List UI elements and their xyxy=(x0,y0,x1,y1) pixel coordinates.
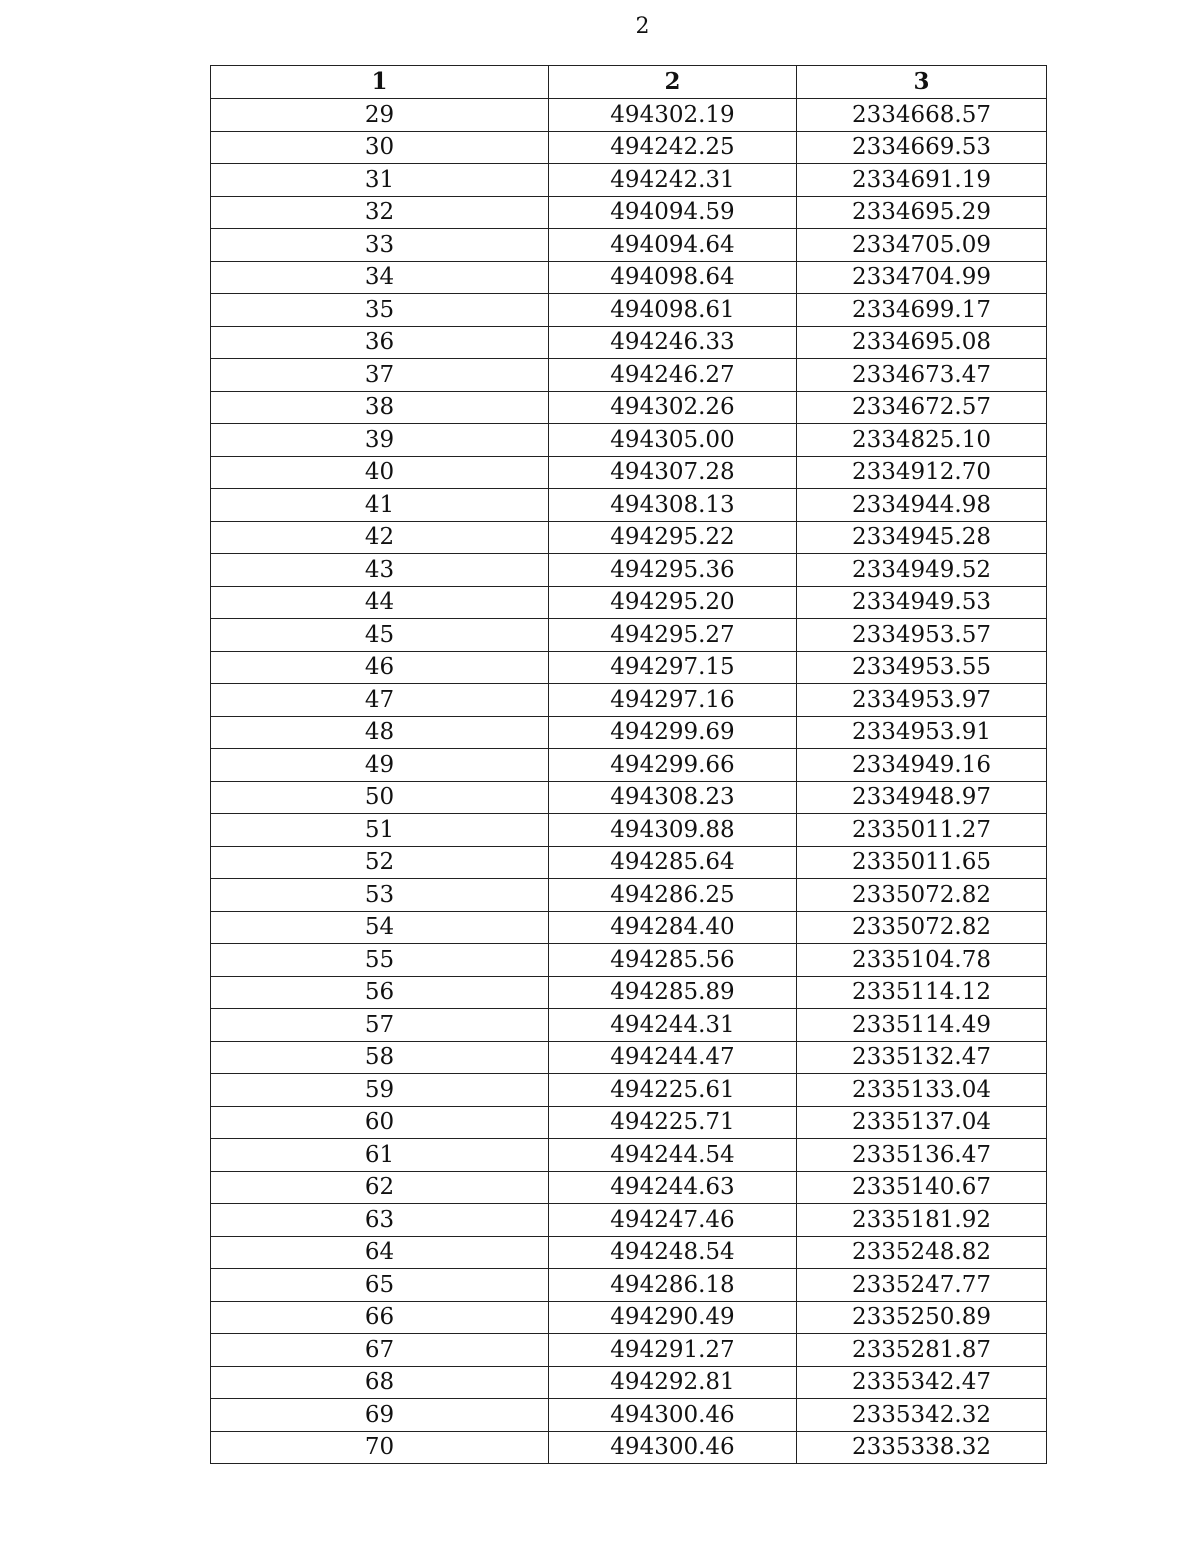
table-row xyxy=(211,1074,1047,1107)
point-number-cell: 58 xyxy=(211,1041,549,1074)
x-coordinate-cell: 494244.47 xyxy=(549,1041,797,1074)
y-coordinate-cell: 2334949.16 xyxy=(797,749,1047,782)
table-row xyxy=(211,684,1047,717)
table-row xyxy=(211,196,1047,229)
x-coordinate-cell: 494285.64 xyxy=(549,846,797,879)
table-row xyxy=(211,1139,1047,1172)
table-row xyxy=(211,1204,1047,1237)
point-number-cell: 48 xyxy=(211,716,549,749)
x-coordinate-cell: 494244.31 xyxy=(549,1009,797,1042)
y-coordinate-cell: 2334953.97 xyxy=(797,684,1047,717)
x-coordinate-cell: 494242.25 xyxy=(549,131,797,164)
x-coordinate-cell: 494299.66 xyxy=(549,749,797,782)
x-coordinate-cell: 494302.26 xyxy=(549,391,797,424)
point-number-cell: 47 xyxy=(211,684,549,717)
x-coordinate-cell: 494094.64 xyxy=(549,229,797,262)
table-row xyxy=(211,716,1047,749)
x-coordinate-cell: 494246.27 xyxy=(549,359,797,392)
table-row xyxy=(211,1269,1047,1302)
point-number-cell: 40 xyxy=(211,456,549,489)
column-header-2: 2 xyxy=(549,66,797,99)
coordinates-table xyxy=(210,65,1047,1464)
y-coordinate-cell: 2335281.87 xyxy=(797,1334,1047,1367)
x-coordinate-cell: 494244.63 xyxy=(549,1171,797,1204)
x-coordinate-cell: 494299.69 xyxy=(549,716,797,749)
point-number-cell: 43 xyxy=(211,554,549,587)
table-row xyxy=(211,846,1047,879)
point-number-cell: 33 xyxy=(211,229,549,262)
y-coordinate-cell: 2335072.82 xyxy=(797,879,1047,912)
table-row xyxy=(211,521,1047,554)
point-number-cell: 61 xyxy=(211,1139,549,1172)
y-coordinate-cell: 2334953.91 xyxy=(797,716,1047,749)
point-number-cell: 38 xyxy=(211,391,549,424)
point-number-cell: 49 xyxy=(211,749,549,782)
x-coordinate-cell: 494248.54 xyxy=(549,1236,797,1269)
table-row xyxy=(211,391,1047,424)
point-number-cell: 31 xyxy=(211,164,549,197)
table-row xyxy=(211,164,1047,197)
point-number-cell: 46 xyxy=(211,651,549,684)
x-coordinate-cell: 494098.64 xyxy=(549,261,797,294)
y-coordinate-cell: 2335133.04 xyxy=(797,1074,1047,1107)
point-number-cell: 29 xyxy=(211,99,549,132)
x-coordinate-cell: 494225.61 xyxy=(549,1074,797,1107)
table-row xyxy=(211,1171,1047,1204)
table-row xyxy=(211,99,1047,132)
x-coordinate-cell: 494297.16 xyxy=(549,684,797,717)
x-coordinate-cell: 494295.36 xyxy=(549,554,797,587)
y-coordinate-cell: 2335132.47 xyxy=(797,1041,1047,1074)
point-number-cell: 69 xyxy=(211,1399,549,1432)
x-coordinate-cell: 494300.46 xyxy=(549,1399,797,1432)
table-row xyxy=(211,359,1047,392)
y-coordinate-cell: 2334912.70 xyxy=(797,456,1047,489)
x-coordinate-cell: 494246.33 xyxy=(549,326,797,359)
point-number-cell: 35 xyxy=(211,294,549,327)
y-coordinate-cell: 2335011.27 xyxy=(797,814,1047,847)
x-coordinate-cell: 494284.40 xyxy=(549,911,797,944)
table-row xyxy=(211,261,1047,294)
point-number-cell: 39 xyxy=(211,424,549,457)
x-coordinate-cell: 494242.31 xyxy=(549,164,797,197)
point-number-cell: 52 xyxy=(211,846,549,879)
x-coordinate-cell: 494286.18 xyxy=(549,1269,797,1302)
point-number-cell: 60 xyxy=(211,1106,549,1139)
table-row xyxy=(211,1334,1047,1367)
y-coordinate-cell: 2335136.47 xyxy=(797,1139,1047,1172)
x-coordinate-cell: 494285.89 xyxy=(549,976,797,1009)
y-coordinate-cell: 2335250.89 xyxy=(797,1301,1047,1334)
x-coordinate-cell: 494225.71 xyxy=(549,1106,797,1139)
x-coordinate-cell: 494308.23 xyxy=(549,781,797,814)
y-coordinate-cell: 2334669.53 xyxy=(797,131,1047,164)
point-number-cell: 70 xyxy=(211,1431,549,1464)
point-number-cell: 50 xyxy=(211,781,549,814)
table-row xyxy=(211,879,1047,912)
point-number-cell: 53 xyxy=(211,879,549,912)
table-row xyxy=(211,1009,1047,1042)
point-number-cell: 42 xyxy=(211,521,549,554)
y-coordinate-cell: 2334695.29 xyxy=(797,196,1047,229)
table-row xyxy=(211,554,1047,587)
y-coordinate-cell: 2334953.55 xyxy=(797,651,1047,684)
y-coordinate-cell: 2334945.28 xyxy=(797,521,1047,554)
y-coordinate-cell: 2335181.92 xyxy=(797,1204,1047,1237)
column-header-3: 3 xyxy=(797,66,1047,99)
x-coordinate-cell: 494098.61 xyxy=(549,294,797,327)
table-row xyxy=(211,944,1047,977)
y-coordinate-cell: 2335011.65 xyxy=(797,846,1047,879)
point-number-cell: 64 xyxy=(211,1236,549,1269)
point-number-cell: 54 xyxy=(211,911,549,944)
point-number-cell: 55 xyxy=(211,944,549,977)
point-number-cell: 45 xyxy=(211,619,549,652)
point-number-cell: 68 xyxy=(211,1366,549,1399)
x-coordinate-cell: 494295.20 xyxy=(549,586,797,619)
y-coordinate-cell: 2334704.99 xyxy=(797,261,1047,294)
point-number-cell: 30 xyxy=(211,131,549,164)
table-row xyxy=(211,131,1047,164)
table-row xyxy=(211,489,1047,522)
y-coordinate-cell: 2335114.49 xyxy=(797,1009,1047,1042)
table-row xyxy=(211,781,1047,814)
y-coordinate-cell: 2335248.82 xyxy=(797,1236,1047,1269)
y-coordinate-cell: 2334673.47 xyxy=(797,359,1047,392)
x-coordinate-cell: 494297.15 xyxy=(549,651,797,684)
x-coordinate-cell: 494309.88 xyxy=(549,814,797,847)
table-row xyxy=(211,326,1047,359)
point-number-cell: 66 xyxy=(211,1301,549,1334)
x-coordinate-cell: 494295.22 xyxy=(549,521,797,554)
x-coordinate-cell: 494285.56 xyxy=(549,944,797,977)
y-coordinate-cell: 2334668.57 xyxy=(797,99,1047,132)
x-coordinate-cell: 494291.27 xyxy=(549,1334,797,1367)
point-number-cell: 62 xyxy=(211,1171,549,1204)
y-coordinate-cell: 2335104.78 xyxy=(797,944,1047,977)
y-coordinate-cell: 2335247.77 xyxy=(797,1269,1047,1302)
table-row xyxy=(211,1366,1047,1399)
point-number-cell: 67 xyxy=(211,1334,549,1367)
table-row xyxy=(211,1301,1047,1334)
x-coordinate-cell: 494244.54 xyxy=(549,1139,797,1172)
point-number-cell: 59 xyxy=(211,1074,549,1107)
y-coordinate-cell: 2334953.57 xyxy=(797,619,1047,652)
table-row xyxy=(211,294,1047,327)
x-coordinate-cell: 494247.46 xyxy=(549,1204,797,1237)
point-number-cell: 51 xyxy=(211,814,549,847)
y-coordinate-cell: 2334949.53 xyxy=(797,586,1047,619)
table-row xyxy=(211,424,1047,457)
table-row xyxy=(211,1399,1047,1432)
y-coordinate-cell: 2334949.52 xyxy=(797,554,1047,587)
table-row xyxy=(211,749,1047,782)
y-coordinate-cell: 2334699.17 xyxy=(797,294,1047,327)
table-row xyxy=(211,976,1047,1009)
y-coordinate-cell: 2335140.67 xyxy=(797,1171,1047,1204)
y-coordinate-cell: 2335338.32 xyxy=(797,1431,1047,1464)
y-coordinate-cell: 2334944.98 xyxy=(797,489,1047,522)
y-coordinate-cell: 2335072.82 xyxy=(797,911,1047,944)
y-coordinate-cell: 2334825.10 xyxy=(797,424,1047,457)
x-coordinate-cell: 494292.81 xyxy=(549,1366,797,1399)
x-coordinate-cell: 494290.49 xyxy=(549,1301,797,1334)
x-coordinate-cell: 494094.59 xyxy=(549,196,797,229)
point-number-cell: 63 xyxy=(211,1204,549,1237)
table-row xyxy=(211,1236,1047,1269)
y-coordinate-cell: 2334705.09 xyxy=(797,229,1047,262)
header-row xyxy=(211,66,1047,99)
point-number-cell: 32 xyxy=(211,196,549,229)
y-coordinate-cell: 2334695.08 xyxy=(797,326,1047,359)
x-coordinate-cell: 494308.13 xyxy=(549,489,797,522)
y-coordinate-cell: 2334672.57 xyxy=(797,391,1047,424)
point-number-cell: 65 xyxy=(211,1269,549,1302)
table-row xyxy=(211,1431,1047,1464)
x-coordinate-cell: 494295.27 xyxy=(549,619,797,652)
point-number-cell: 41 xyxy=(211,489,549,522)
table-row xyxy=(211,1041,1047,1074)
y-coordinate-cell: 2335137.04 xyxy=(797,1106,1047,1139)
column-header-1: 1 xyxy=(211,66,549,99)
table-row xyxy=(211,229,1047,262)
point-number-cell: 37 xyxy=(211,359,549,392)
point-number-cell: 36 xyxy=(211,326,549,359)
table-header xyxy=(211,66,1047,99)
x-coordinate-cell: 494305.00 xyxy=(549,424,797,457)
x-coordinate-cell: 494300.46 xyxy=(549,1431,797,1464)
table-row xyxy=(211,1106,1047,1139)
x-coordinate-cell: 494307.28 xyxy=(549,456,797,489)
table-row xyxy=(211,814,1047,847)
page-number: 2 xyxy=(635,14,650,39)
point-number-cell: 57 xyxy=(211,1009,549,1042)
y-coordinate-cell: 2335342.32 xyxy=(797,1399,1047,1432)
y-coordinate-cell: 2334691.19 xyxy=(797,164,1047,197)
table-row xyxy=(211,911,1047,944)
y-coordinate-cell: 2335342.47 xyxy=(797,1366,1047,1399)
table-row xyxy=(211,651,1047,684)
point-number-cell: 56 xyxy=(211,976,549,1009)
table-body xyxy=(211,99,1047,1464)
point-number-cell: 34 xyxy=(211,261,549,294)
point-number-cell: 44 xyxy=(211,586,549,619)
y-coordinate-cell: 2335114.12 xyxy=(797,976,1047,1009)
x-coordinate-cell: 494286.25 xyxy=(549,879,797,912)
table-row xyxy=(211,456,1047,489)
table-row xyxy=(211,619,1047,652)
table-row xyxy=(211,586,1047,619)
y-coordinate-cell: 2334948.97 xyxy=(797,781,1047,814)
x-coordinate-cell: 494302.19 xyxy=(549,99,797,132)
